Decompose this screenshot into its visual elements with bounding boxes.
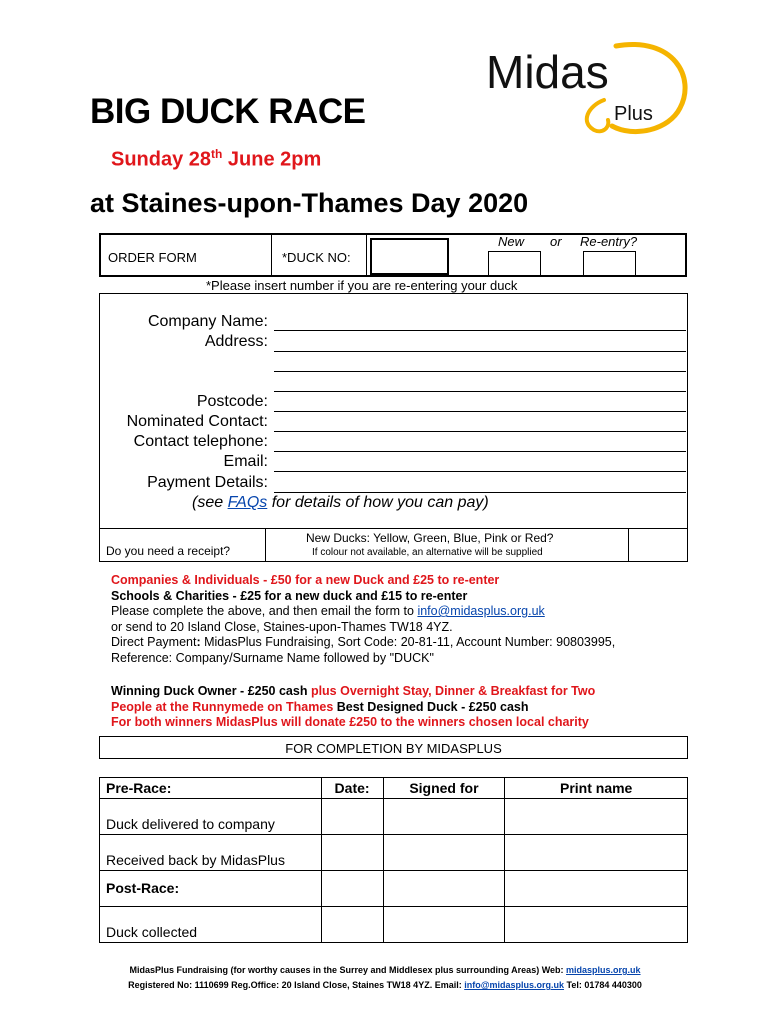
header-print-name: Print name — [505, 778, 688, 799]
company-name-field[interactable] — [274, 312, 686, 331]
info-email-link[interactable]: info@midasplus.org.uk — [417, 604, 545, 618]
event-subtitle: at Staines-upon-Thames Day 2020 — [90, 188, 529, 218]
people-prize-venue: People at the Runnymede on Thames — [111, 699, 334, 714]
email-label: Email: — [223, 453, 268, 470]
winner-prize-extra: plus Overnight Stay, Dinner & Breakfast for Two — [307, 684, 596, 698]
address-field-1[interactable] — [274, 333, 686, 352]
or-label: or — [550, 234, 562, 249]
address-field-2[interactable] — [274, 353, 686, 372]
signed-cell[interactable] — [383, 799, 505, 835]
winner-prize-cash: Winning Duck Owner - £250 cash — [111, 684, 308, 698]
duck-no-label: *DUCK NO: — [282, 250, 351, 265]
print-name-cell[interactable] — [505, 871, 688, 907]
row-label: Received back by MidasPlus — [100, 835, 322, 871]
header-signed-for: Signed for — [383, 778, 505, 799]
new-checkbox[interactable] — [488, 251, 541, 276]
direct-payment — [111, 635, 701, 651]
row-label: Duck collected — [100, 907, 322, 943]
email-field[interactable] — [274, 453, 686, 472]
date-cell[interactable] — [321, 799, 383, 835]
completion-banner — [99, 736, 688, 759]
complete-instruction-text: Please complete the above, and then email the form to — [111, 604, 418, 618]
footer-line-2 — [0, 980, 770, 990]
header-date: Date: — [321, 778, 383, 799]
postcode-field[interactable] — [274, 393, 686, 412]
duck-colours-note: If colour not available, an alternative will be supplied — [312, 547, 543, 558]
footer-email-link[interactable]: info@midasplus.org.uk — [464, 980, 564, 990]
payment-details-label: Payment Details: — [147, 474, 268, 491]
completion-banner-text: FOR COMPLETION BY MIDASPLUS — [285, 741, 502, 756]
payment-reference: Reference: Company/Surname Name followed by "DUCK" — [111, 650, 434, 665]
reentry-checkbox[interactable] — [583, 251, 636, 276]
prizes-info — [111, 684, 701, 731]
receipt-divider-1 — [265, 528, 266, 562]
midasplus-logo — [484, 38, 694, 138]
pricing-info — [111, 573, 701, 666]
winner-prize — [111, 684, 701, 700]
table-row — [100, 835, 688, 871]
order-divider-2 — [366, 233, 367, 277]
duck-no-input[interactable] — [370, 238, 449, 275]
duck-colours-question: New Ducks: Yellow, Green, Blue, Pink or Red? — [306, 531, 554, 545]
date-time: June 2pm — [222, 148, 322, 171]
direct-payment-details: MidasPlus Fundraising, Sort Code: 20-81-11, Account Number: 90803995, — [200, 635, 616, 649]
payment-details-field[interactable] — [274, 474, 686, 493]
row-label: Duck delivered to company — [100, 799, 322, 835]
reentry-note: *Please insert number if you are re-entering your duck — [206, 278, 518, 293]
postcode-label: Postcode: — [196, 393, 268, 410]
direct-payment-colon: : — [196, 635, 201, 649]
faqs-link[interactable]: FAQs — [227, 494, 268, 511]
logo-word: Midas — [486, 46, 609, 98]
signed-cell[interactable] — [383, 907, 505, 943]
row-label: Post-Race: — [100, 871, 322, 907]
event-date — [111, 147, 321, 172]
nominated-contact-field[interactable] — [274, 413, 686, 432]
date-day: Sunday 28 — [111, 148, 212, 171]
logo-sub: Plus — [614, 103, 653, 125]
best-designed-prize: Best Designed Duck - £250 cash — [333, 699, 529, 714]
print-name-cell[interactable] — [505, 835, 688, 871]
print-name-cell[interactable] — [505, 799, 688, 835]
receipt-question: Do you need a receipt? — [106, 544, 231, 558]
order-divider-1 — [271, 233, 272, 277]
postal-address: or send to 20 Island Close, Staines-upon-Thames TW18 4YZ. — [111, 619, 453, 634]
faq-note-post: for details of how you can pay) — [267, 494, 489, 511]
table-header-row — [100, 778, 688, 799]
date-suffix: th — [211, 147, 223, 161]
date-cell[interactable] — [321, 835, 383, 871]
complete-instruction — [111, 604, 701, 620]
date-cell[interactable] — [321, 871, 383, 907]
completion-table — [99, 777, 688, 943]
company-name-label: Company Name: — [147, 313, 268, 330]
website-link[interactable]: midasplus.org.uk — [566, 965, 641, 975]
date-cell[interactable] — [321, 907, 383, 943]
footer-tel: Tel: 01784 440300 — [564, 980, 642, 990]
nominated-contact-label: Nominated Contact: — [126, 413, 268, 430]
reentry-label: Re-entry? — [580, 234, 638, 249]
print-name-cell[interactable] — [505, 907, 688, 943]
footer-org-text: MidasPlus Fundraising (for worthy causes in the Surrey and Middlesex plus surrounding Areas) Web: — [129, 965, 567, 975]
companies-price: Companies & Individuals - £50 for a new Duck and £25 to re-enter — [111, 573, 500, 587]
new-label: New — [498, 234, 525, 249]
charity-donation: For both winners MidasPlus will donate £250 to the winners chosen local charity — [111, 715, 589, 729]
table-row — [100, 799, 688, 835]
footer-reg-text: Registered No: 1110699 Reg.Office: 20 Island Close, Staines TW18 4YZ. Email: — [128, 980, 465, 990]
table-row — [100, 907, 688, 943]
logo-loop — [587, 100, 609, 131]
signed-cell[interactable] — [383, 871, 505, 907]
header-pre-race: Pre-Race: — [100, 778, 322, 799]
page-title: BIG DUCK RACE — [90, 92, 366, 131]
order-form-label: ORDER FORM — [108, 250, 197, 265]
direct-payment-label: Direct Payment — [111, 635, 197, 649]
table-row — [100, 871, 688, 907]
people-prize — [111, 700, 701, 716]
faq-note-pre: (see — [192, 494, 228, 511]
contact-telephone-label: Contact telephone: — [133, 433, 268, 450]
contact-telephone-field[interactable] — [274, 433, 686, 452]
faq-note — [192, 494, 489, 512]
schools-price: Schools & Charities - £25 for a new duck and £15 to re-enter — [111, 588, 468, 603]
signed-cell[interactable] — [383, 835, 505, 871]
details-divider — [99, 528, 688, 529]
footer-line-1 — [0, 965, 770, 975]
address-label: Address: — [204, 333, 268, 350]
receipt-divider-2 — [628, 528, 629, 562]
address-field-3[interactable] — [274, 373, 686, 392]
